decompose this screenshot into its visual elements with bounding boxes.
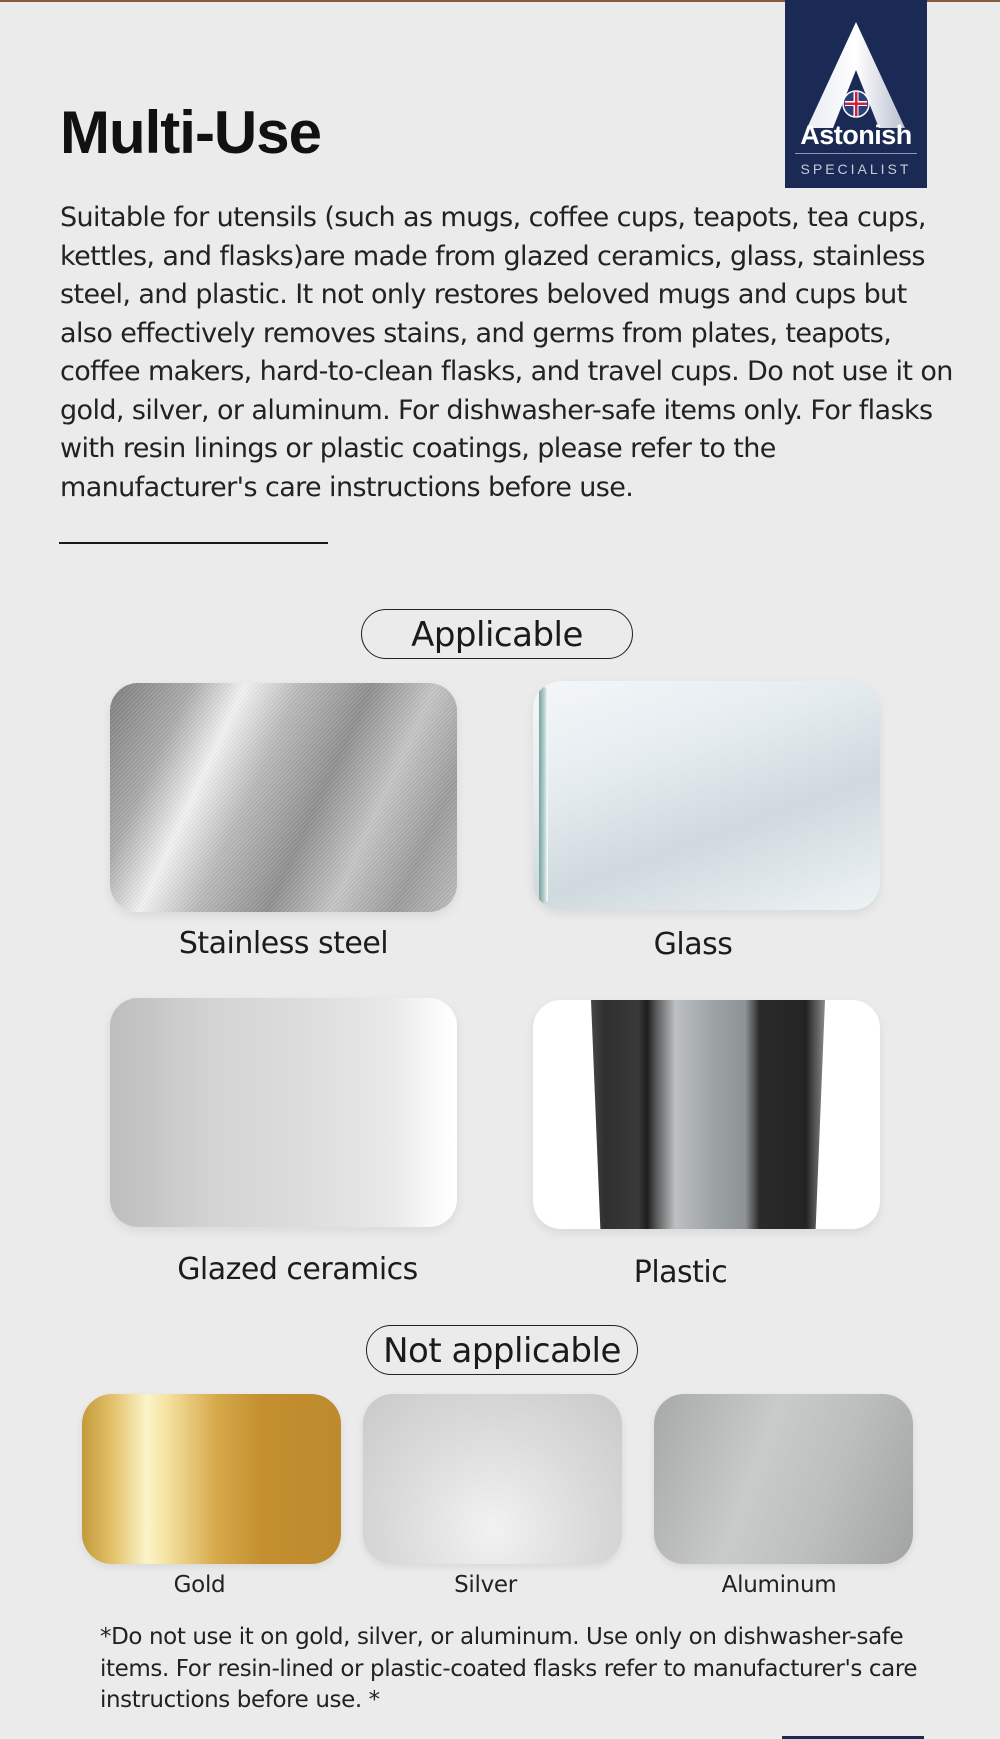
intro-paragraph: Suitable for utensils (such as mugs, coffee cups, teapots, tea cups, kettles, and flasks)are made from glazed ceramics, glass, stainless steel, and plastic. It not only restores beloved mugs and cups but also effectively removes stains, and germs from plates, teapots, coffee makers, hard-to-clean flasks, and travel cups. Do not use it on gold, silver, or aluminum. For dishwasher-safe items only. For flasks with resin linings or plastic coatings, please refer to the manufacturer's care instructions before use. [60, 202, 953, 503]
stainless-steel-swatch [110, 683, 457, 912]
applicable-heading: Applicable [361, 609, 633, 659]
gold-label: Gold [173, 1572, 226, 1598]
aluminum-label: Aluminum [721, 1572, 837, 1598]
gold-swatch [82, 1394, 341, 1564]
silver-swatch [363, 1394, 622, 1564]
section-divider [59, 542, 328, 544]
footnote: *Do not use it on gold, silver, or aluminum. Use only on dishwasher-safe items. For resin-lined or plastic-coated flasks refer to manufacturer's care instructions before use. * [100, 1624, 918, 1713]
stainless-steel-label: Stainless steel [178, 926, 389, 961]
plastic-label: Plastic [633, 1255, 728, 1290]
page-title: Multi-Use [60, 99, 321, 166]
plastic-swatch [533, 1000, 880, 1229]
not-applicable-heading: Not applicable [366, 1325, 638, 1375]
logo-subtitle: SPECIALIST [800, 161, 912, 177]
plastic-flask-body [591, 1000, 825, 1229]
silver-label: Silver [454, 1572, 517, 1598]
logo-triangle-icon [785, 0, 927, 188]
glass-swatch [533, 681, 880, 910]
glass-label: Glass [653, 927, 733, 962]
aluminum-swatch [654, 1394, 913, 1564]
astonish-specialist-logo [785, 0, 927, 188]
glazed-ceramics-swatch [110, 998, 457, 1227]
logo-brand: Astonish [800, 120, 912, 150]
glazed-ceramics-label: Glazed ceramics [177, 1252, 418, 1287]
logo-rule [795, 153, 917, 154]
glass-edge [539, 687, 548, 903]
